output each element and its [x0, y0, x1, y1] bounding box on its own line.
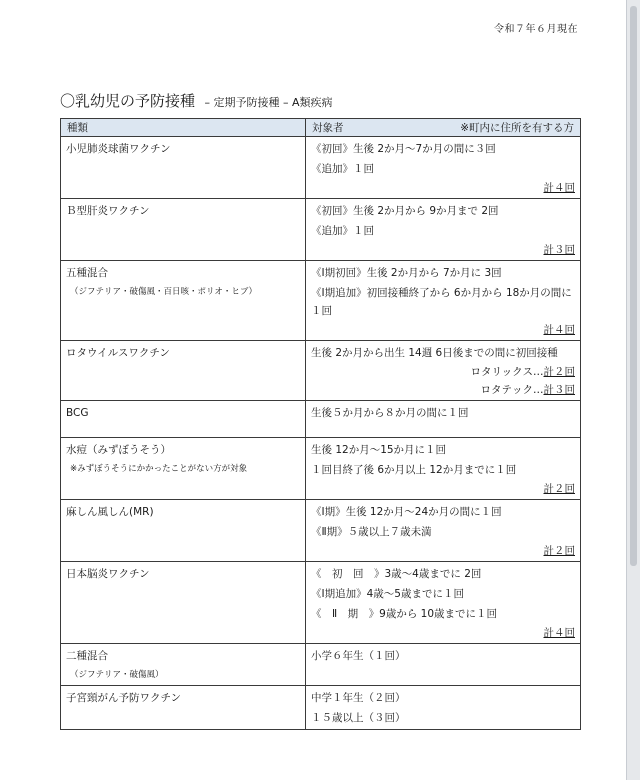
vertical-scrollbar[interactable]: [627, 0, 640, 780]
schedule-line: 生後 12か月〜15か月に１回: [311, 444, 447, 456]
schedule-line: 《Ⅰ期初回》生後 2か月から 7か月に 3回: [311, 267, 502, 279]
schedule-cell: [306, 562, 581, 644]
dose-total: [311, 542, 575, 560]
table-row: [61, 686, 581, 730]
schedule-line: １５歳以上（３回）: [311, 712, 406, 724]
schedule-cell: [306, 644, 581, 686]
title-subtitle: – 定期予防接種 – A類疾病: [201, 96, 333, 109]
vaccine-name: Ｂ型肝炎ワクチン: [66, 205, 150, 217]
schedule-line: １回目終了後 6か月以上 12か月までに１回: [311, 464, 517, 476]
schedule-line: 《Ⅰ期追加》4歳〜5歳までに１回: [311, 588, 464, 600]
schedule-line: 生後 2か月から出生 14週 6日後までの間に初回接種: [311, 347, 558, 359]
dose-total-value: 計２回: [543, 483, 575, 495]
vaccine-name: 麻しん風しん(MR): [66, 506, 154, 518]
schedule-cell: [306, 438, 581, 500]
table-header-row: [61, 119, 581, 137]
table-row: [61, 137, 581, 199]
dose-total-value: 計４回: [543, 182, 575, 194]
page-title: [60, 90, 333, 111]
schedule-cell: [306, 686, 581, 730]
dose-total-value: 計４回: [543, 324, 575, 336]
vaccine-note: （ジフテリア・破傷風・百日咳・ポリオ・ヒブ）: [70, 287, 258, 297]
title-main: 〇乳幼児の予防接種: [60, 92, 196, 110]
schedule-line: 中学１年生（２回）: [311, 692, 406, 704]
scrollbar-thumb[interactable]: [630, 6, 637, 566]
vaccination-table: [60, 118, 581, 730]
table-row: [61, 341, 581, 401]
dose-total-value: 計３回: [543, 384, 575, 396]
schedule-cell: [306, 401, 581, 438]
table-row: [61, 199, 581, 261]
vaccine-name-cell: [61, 261, 306, 341]
schedule-line: 《初回》生後 2か月〜7か月の間に３回: [311, 143, 496, 155]
vaccine-name-cell: [61, 341, 306, 401]
header-target-label: 対象者: [312, 122, 344, 134]
vaccine-name: BCG: [66, 407, 89, 419]
dose-total: [311, 381, 575, 399]
dose-total-value: 計２回: [543, 366, 575, 378]
dose-total: [311, 363, 575, 381]
schedule-line: 《追加》１回: [311, 225, 374, 237]
schedule-cell: [306, 341, 581, 401]
table-row: [61, 438, 581, 500]
schedule-cell: [306, 261, 581, 341]
vaccine-name-cell: [61, 644, 306, 686]
schedule-line: 《Ⅰ期》生後 12か月〜24か月の間に１回: [311, 506, 502, 518]
dose-total-value: 計４回: [543, 627, 575, 639]
vaccine-name-cell: [61, 401, 306, 438]
table-row: [61, 562, 581, 644]
vaccine-note: ※みずぼうそうにかかったことがない方が対象: [70, 464, 248, 474]
schedule-line: 《 初 回 》3歳〜4歳までに 2回: [311, 568, 482, 580]
vaccine-name-cell: [61, 199, 306, 261]
schedule-line: 《初回》生後 2か月から 9か月まで 2回: [311, 205, 499, 217]
schedule-cell: [306, 199, 581, 261]
table-row: [61, 261, 581, 341]
vaccine-name: 五種混合: [66, 267, 108, 279]
vaccine-name: 二種混合: [66, 650, 108, 662]
vaccine-name: 子宮頸がん予防ワクチン: [66, 692, 181, 704]
vaccine-name: ロタウイルスワクチン: [66, 347, 170, 359]
dose-total: [311, 179, 575, 197]
date-label: 令和７年６月現在: [494, 24, 578, 35]
vaccine-name: 日本脳炎ワクチン: [66, 568, 150, 580]
header-type: 種類: [61, 119, 306, 137]
dose-total: [311, 480, 575, 498]
table-row: [61, 500, 581, 562]
table-row: [61, 401, 581, 438]
dose-total-value: 計３回: [543, 244, 575, 256]
schedule-line: 小学６年生（１回）: [311, 650, 406, 662]
product-label: ロタリックス…: [470, 366, 544, 378]
vaccine-note: （ジフテリア・破傷風）: [70, 670, 164, 680]
header-target: [306, 119, 581, 137]
vaccine-name-cell: [61, 438, 306, 500]
schedule-line: 生後５か月から８か月の間に１回: [311, 407, 469, 419]
product-label: ロタテック…: [480, 384, 544, 396]
vaccine-name-cell: [61, 500, 306, 562]
schedule-line: 《Ⅰ期追加》初回接種終了から 6か月から 18か月の間に１回: [311, 287, 572, 317]
table-row: [61, 644, 581, 686]
dose-total: [311, 321, 575, 339]
schedule-cell: [306, 500, 581, 562]
vaccine-name: 小児肺炎球菌ワクチン: [66, 143, 171, 155]
vaccine-name-cell: [61, 137, 306, 199]
dose-total: [311, 624, 575, 642]
vaccine-name-cell: [61, 686, 306, 730]
dose-total-value: 計２回: [543, 545, 575, 557]
header-residency-note: ※町内に住所を有する方: [460, 122, 574, 134]
vaccine-name: 水痘（みずぼうそう）: [66, 444, 171, 456]
dose-total: [311, 241, 575, 259]
vaccine-name-cell: [61, 562, 306, 644]
schedule-line: 《 Ⅱ 期 》9歳から 10歳までに１回: [311, 608, 498, 620]
schedule-line: 《追加》１回: [311, 163, 374, 175]
schedule-line: 《Ⅱ期》５歳以上７歳未満: [311, 526, 432, 538]
schedule-cell: [306, 137, 581, 199]
